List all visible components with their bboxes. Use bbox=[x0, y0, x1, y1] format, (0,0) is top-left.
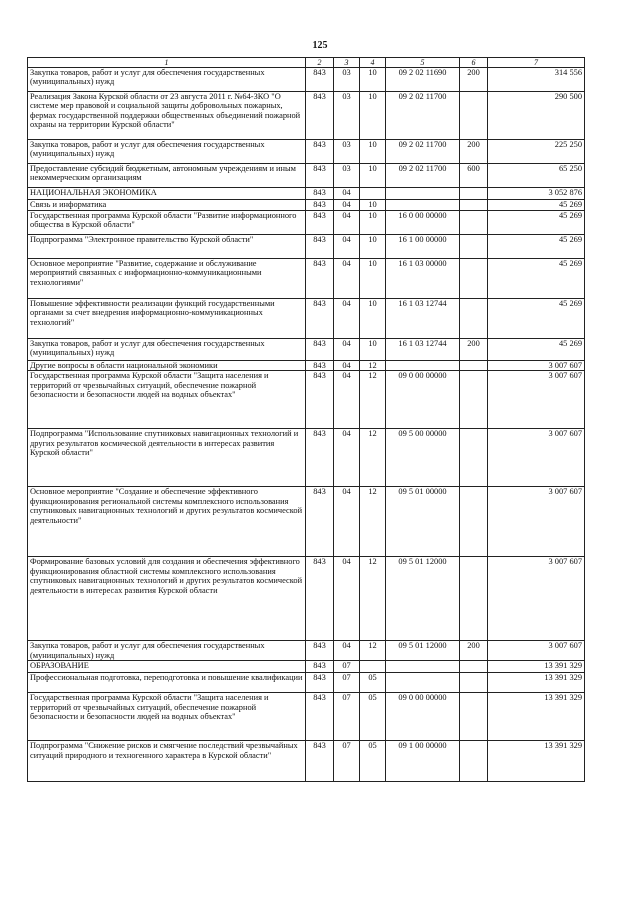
table-row bbox=[28, 673, 585, 693]
row-name: Закупка товаров, работ и услуг для обеспечения государственных (муниципальных) нужд bbox=[28, 339, 306, 361]
row-section: 04 bbox=[334, 641, 360, 661]
row-name: Государственная программа Курской области "Защита населения и территорий от чрезвычайных ситуаций, обеспечение пожарной безопасности и безопасности людей на водных объектах" bbox=[28, 371, 306, 429]
row-name: Основное мероприятие "Развитие, содержание и обслуживание мероприятий связанных с информационно-коммуникационными технологиями" bbox=[28, 259, 306, 299]
row-target-article: 16 0 00 00000 bbox=[386, 211, 460, 235]
row-amount: 290 500 bbox=[488, 92, 585, 140]
table-row bbox=[28, 371, 585, 429]
row-subsection: 10 bbox=[360, 235, 386, 259]
row-expense-type: 200 bbox=[460, 140, 488, 164]
row-subsection: 10 bbox=[360, 68, 386, 92]
table-row bbox=[28, 140, 585, 164]
row-admin: 843 bbox=[306, 211, 334, 235]
row-section: 04 bbox=[334, 235, 360, 259]
row-target-article: 16 1 00 00000 bbox=[386, 235, 460, 259]
row-section: 03 bbox=[334, 68, 360, 92]
table-row bbox=[28, 200, 585, 211]
row-expense-type bbox=[460, 235, 488, 259]
row-amount: 3 007 607 bbox=[488, 429, 585, 487]
row-expense-type: 200 bbox=[460, 68, 488, 92]
row-subsection: 12 bbox=[360, 641, 386, 661]
row-amount: 314 556 bbox=[488, 68, 585, 92]
row-name: Реализация Закона Курской области от 23 августа 2011 г. №64-ЗКО "О системе мер правовой и социальной защиты добровольных пожарных, фермах государственной поддержки общественных объединений пожарной охраны на территории Курской области" bbox=[28, 92, 306, 140]
table-row bbox=[28, 693, 585, 741]
row-name: Закупка товаров, работ и услуг для обеспечения государственных (муниципальных) нужд bbox=[28, 641, 306, 661]
row-name: Связь и информатика bbox=[28, 200, 306, 211]
row-name: Государственная программа Курской области "Развитие информационного общества в Курской области" bbox=[28, 211, 306, 235]
table-row bbox=[28, 339, 585, 361]
col-header: 6 bbox=[460, 58, 488, 68]
row-admin: 843 bbox=[306, 92, 334, 140]
row-expense-type bbox=[460, 693, 488, 741]
table-row bbox=[28, 741, 585, 782]
row-expense-type: 600 bbox=[460, 164, 488, 188]
col-header: 5 bbox=[386, 58, 460, 68]
row-section: 04 bbox=[334, 487, 360, 557]
row-section: 07 bbox=[334, 673, 360, 693]
row-target-article: 09 2 02 11700 bbox=[386, 140, 460, 164]
table-row bbox=[28, 661, 585, 673]
row-name: Подпрограмма "Электронное правительство Курской области" bbox=[28, 235, 306, 259]
row-subsection: 10 bbox=[360, 164, 386, 188]
row-name: Государственная программа Курской области "Защита населения и территорий от чрезвычайных ситуаций, обеспечение пожарной безопасности и безопасности людей на водных объектах" bbox=[28, 693, 306, 741]
page-number: 125 bbox=[312, 40, 328, 51]
row-admin: 843 bbox=[306, 200, 334, 211]
row-amount: 13 391 329 bbox=[488, 661, 585, 673]
row-amount: 45 269 bbox=[488, 259, 585, 299]
row-target-article: 09 2 02 11700 bbox=[386, 164, 460, 188]
row-expense-type bbox=[460, 200, 488, 211]
row-amount: 45 269 bbox=[488, 299, 585, 339]
row-admin: 843 bbox=[306, 661, 334, 673]
row-admin: 843 bbox=[306, 188, 334, 200]
row-subsection: 10 bbox=[360, 92, 386, 140]
row-subsection: 05 bbox=[360, 673, 386, 693]
row-subsection: 05 bbox=[360, 741, 386, 782]
row-name: Закупка товаров, работ и услуг для обеспечения государственных (муниципальных) нужд bbox=[28, 140, 306, 164]
table-row bbox=[28, 361, 585, 371]
row-admin: 843 bbox=[306, 235, 334, 259]
row-target-article bbox=[386, 673, 460, 693]
row-subsection: 10 bbox=[360, 339, 386, 361]
row-admin: 843 bbox=[306, 487, 334, 557]
row-target-article: 09 5 00 00000 bbox=[386, 429, 460, 487]
row-section: 07 bbox=[334, 661, 360, 673]
row-target-article bbox=[386, 661, 460, 673]
row-section: 04 bbox=[334, 259, 360, 299]
row-expense-type bbox=[460, 661, 488, 673]
row-amount: 3 007 607 bbox=[488, 557, 585, 641]
row-admin: 843 bbox=[306, 641, 334, 661]
row-expense-type bbox=[460, 741, 488, 782]
col-header: 4 bbox=[360, 58, 386, 68]
row-subsection bbox=[360, 661, 386, 673]
row-name: Формирование базовых условий для создания и обеспечения эффективного функционирования областной системы комплексного использования спутниковых навигационных технологий и других результатов космической деятельности в интересах развития Курской области bbox=[28, 557, 306, 641]
row-target-article: 09 2 02 11700 bbox=[386, 92, 460, 140]
table-row bbox=[28, 429, 585, 487]
row-admin: 843 bbox=[306, 557, 334, 641]
row-amount: 65 250 bbox=[488, 164, 585, 188]
row-admin: 843 bbox=[306, 673, 334, 693]
table-row bbox=[28, 211, 585, 235]
row-amount: 13 391 329 bbox=[488, 693, 585, 741]
row-section: 04 bbox=[334, 200, 360, 211]
table-row bbox=[28, 164, 585, 188]
row-section: 04 bbox=[334, 557, 360, 641]
budget-table bbox=[27, 57, 585, 782]
row-subsection: 12 bbox=[360, 557, 386, 641]
table-row bbox=[28, 235, 585, 259]
row-expense-type: 200 bbox=[460, 339, 488, 361]
row-name: Предоставление субсидий бюджетным, автономным учреждениям и иным некоммерческим организациям bbox=[28, 164, 306, 188]
row-admin: 843 bbox=[306, 140, 334, 164]
row-admin: 843 bbox=[306, 68, 334, 92]
row-section: 04 bbox=[334, 339, 360, 361]
row-subsection: 10 bbox=[360, 211, 386, 235]
row-name: ОБРАЗОВАНИЕ bbox=[28, 661, 306, 673]
row-amount: 3 052 876 bbox=[488, 188, 585, 200]
row-admin: 843 bbox=[306, 339, 334, 361]
row-target-article: 09 1 00 00000 bbox=[386, 741, 460, 782]
row-name: Другие вопросы в области национальной экономики bbox=[28, 361, 306, 371]
row-subsection bbox=[360, 188, 386, 200]
row-admin: 843 bbox=[306, 259, 334, 299]
table-body bbox=[28, 68, 585, 782]
row-section: 04 bbox=[334, 188, 360, 200]
row-expense-type bbox=[460, 92, 488, 140]
row-target-article: 09 5 01 00000 bbox=[386, 487, 460, 557]
row-section: 04 bbox=[334, 371, 360, 429]
row-expense-type bbox=[460, 259, 488, 299]
row-amount: 45 269 bbox=[488, 200, 585, 211]
table-row bbox=[28, 188, 585, 200]
row-admin: 843 bbox=[306, 371, 334, 429]
row-subsection: 12 bbox=[360, 429, 386, 487]
row-amount: 3 007 607 bbox=[488, 487, 585, 557]
row-expense-type bbox=[460, 299, 488, 339]
table-row bbox=[28, 92, 585, 140]
col-header: 7 bbox=[488, 58, 585, 68]
row-expense-type bbox=[460, 487, 488, 557]
row-target-article bbox=[386, 188, 460, 200]
row-section: 04 bbox=[334, 211, 360, 235]
row-subsection: 10 bbox=[360, 200, 386, 211]
col-header: 1 bbox=[28, 58, 306, 68]
row-expense-type bbox=[460, 361, 488, 371]
row-expense-type bbox=[460, 673, 488, 693]
row-target-article: 09 2 02 11690 bbox=[386, 68, 460, 92]
row-amount: 45 269 bbox=[488, 211, 585, 235]
row-subsection: 12 bbox=[360, 361, 386, 371]
row-admin: 843 bbox=[306, 299, 334, 339]
row-expense-type bbox=[460, 371, 488, 429]
row-amount: 13 391 329 bbox=[488, 673, 585, 693]
table-row bbox=[28, 641, 585, 661]
row-section: 03 bbox=[334, 140, 360, 164]
row-admin: 843 bbox=[306, 164, 334, 188]
row-target-article: 09 5 01 12000 bbox=[386, 641, 460, 661]
header-row bbox=[28, 58, 585, 68]
row-expense-type bbox=[460, 429, 488, 487]
row-section: 07 bbox=[334, 741, 360, 782]
row-name: Подпрограмма "Использование спутниковых навигационных технологий и других результатов космической деятельности в интересах развития Курской области" bbox=[28, 429, 306, 487]
row-expense-type bbox=[460, 557, 488, 641]
row-target-article: 16 1 03 12744 bbox=[386, 299, 460, 339]
row-section: 04 bbox=[334, 429, 360, 487]
row-section: 03 bbox=[334, 92, 360, 140]
row-expense-type bbox=[460, 211, 488, 235]
row-section: 07 bbox=[334, 693, 360, 741]
row-admin: 843 bbox=[306, 429, 334, 487]
table-row bbox=[28, 259, 585, 299]
row-amount: 45 269 bbox=[488, 339, 585, 361]
row-amount: 225 250 bbox=[488, 140, 585, 164]
table-row bbox=[28, 68, 585, 92]
row-amount: 3 007 607 bbox=[488, 371, 585, 429]
table-row bbox=[28, 557, 585, 641]
row-subsection: 10 bbox=[360, 140, 386, 164]
row-subsection: 10 bbox=[360, 259, 386, 299]
table-row bbox=[28, 487, 585, 557]
row-target-article: 09 0 00 00000 bbox=[386, 371, 460, 429]
row-expense-type bbox=[460, 188, 488, 200]
row-name: Закупка товаров, работ и услуг для обеспечения государственных (муниципальных) нужд bbox=[28, 68, 306, 92]
row-section: 04 bbox=[334, 299, 360, 339]
row-target-article: 09 5 01 12000 bbox=[386, 557, 460, 641]
row-subsection: 12 bbox=[360, 371, 386, 429]
row-amount: 3 007 607 bbox=[488, 361, 585, 371]
col-header: 3 bbox=[334, 58, 360, 68]
row-name: Повышение эффективности реализации функций государственными органами за счет внедрения информационно-коммуникационных технологий" bbox=[28, 299, 306, 339]
row-amount: 45 269 bbox=[488, 235, 585, 259]
row-name: Основное мероприятие "Создание и обеспечение эффективного функционирования региональной системы комплексного использования спутниковых навигационных технологий и других результатов космической деятельности" bbox=[28, 487, 306, 557]
row-target-article bbox=[386, 200, 460, 211]
row-target-article bbox=[386, 361, 460, 371]
row-subsection: 05 bbox=[360, 693, 386, 741]
row-target-article: 16 1 03 00000 bbox=[386, 259, 460, 299]
row-name: Профессиональная подготовка, переподготовка и повышение квалификации bbox=[28, 673, 306, 693]
row-admin: 843 bbox=[306, 693, 334, 741]
row-amount: 13 391 329 bbox=[488, 741, 585, 782]
row-admin: 843 bbox=[306, 361, 334, 371]
row-subsection: 12 bbox=[360, 487, 386, 557]
col-header: 2 bbox=[306, 58, 334, 68]
row-subsection: 10 bbox=[360, 299, 386, 339]
row-section: 04 bbox=[334, 361, 360, 371]
table-row bbox=[28, 299, 585, 339]
row-target-article: 16 1 03 12744 bbox=[386, 339, 460, 361]
row-section: 03 bbox=[334, 164, 360, 188]
row-name: Подпрограмма "Снижение рисков и смягчение последствий чрезвычайных ситуаций природного и техногенного характера в Курской области" bbox=[28, 741, 306, 782]
row-name: НАЦИОНАЛЬНАЯ ЭКОНОМИКА bbox=[28, 188, 306, 200]
row-target-article: 09 0 00 00000 bbox=[386, 693, 460, 741]
row-expense-type: 200 bbox=[460, 641, 488, 661]
row-admin: 843 bbox=[306, 741, 334, 782]
row-amount: 3 007 607 bbox=[488, 641, 585, 661]
